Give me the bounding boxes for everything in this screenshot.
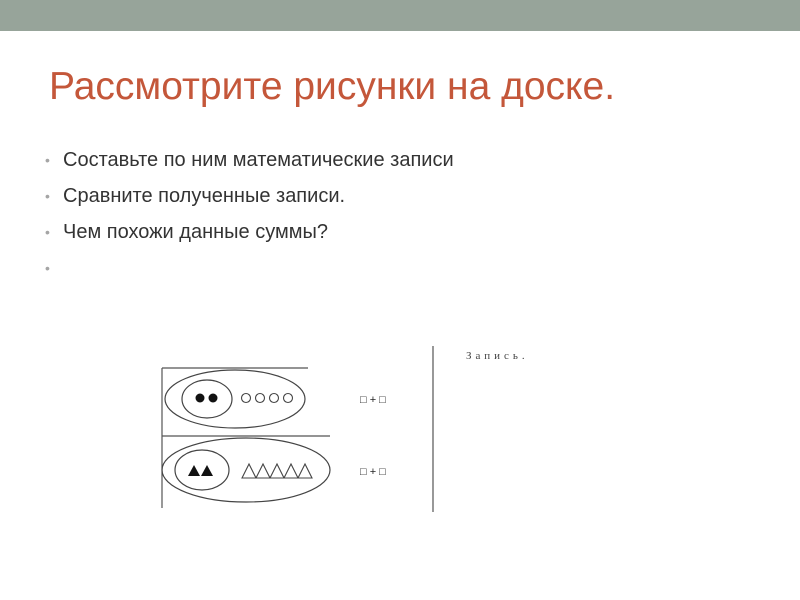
- black-circle-icon: [196, 394, 205, 403]
- set-triangles: [162, 438, 330, 502]
- bullet-list: [45, 146, 454, 290]
- slide-title: Рассмотрите рисунки на доске.: [49, 65, 616, 108]
- white-circle-icon: [256, 394, 265, 403]
- inner-oval: [175, 450, 229, 490]
- white-circle-icon: [284, 394, 293, 403]
- bullet-dot-icon: •: [45, 260, 50, 276]
- bullet-item: [45, 254, 454, 290]
- black-circle-icon: [209, 394, 218, 403]
- white-triangle-icon: [270, 464, 284, 478]
- white-triangle-icon: [298, 464, 312, 478]
- bullet-item: [45, 182, 454, 218]
- set-circles: [165, 370, 305, 428]
- board-figure-svg: [150, 340, 560, 515]
- top-bar: [0, 0, 800, 31]
- bullet-text: Составьте по ним математические записи: [63, 149, 454, 171]
- bullet-dot-icon: •: [45, 152, 50, 168]
- white-triangle-icon: [256, 464, 270, 478]
- expression-row-1: □ + □: [360, 394, 386, 406]
- black-triangle-icon: [201, 465, 213, 476]
- white-circle-icon: [270, 394, 279, 403]
- bullet-text: Чем похожи данные суммы?: [63, 221, 328, 243]
- board-figure: [150, 340, 560, 515]
- white-circle-icon: [242, 394, 251, 403]
- bullet-dot-icon: •: [45, 188, 50, 204]
- white-triangle-icon: [242, 464, 256, 478]
- white-triangle-icon: [284, 464, 298, 478]
- bullet-dot-icon: •: [45, 224, 50, 240]
- black-triangle-icon: [188, 465, 200, 476]
- inner-oval: [182, 380, 232, 418]
- bullet-item: [45, 146, 454, 182]
- record-label: Запись.: [466, 350, 529, 362]
- bullet-item: [45, 218, 454, 254]
- bullet-text: Сравните полученные записи.: [63, 185, 346, 207]
- expression-row-2: □ + □: [360, 466, 386, 478]
